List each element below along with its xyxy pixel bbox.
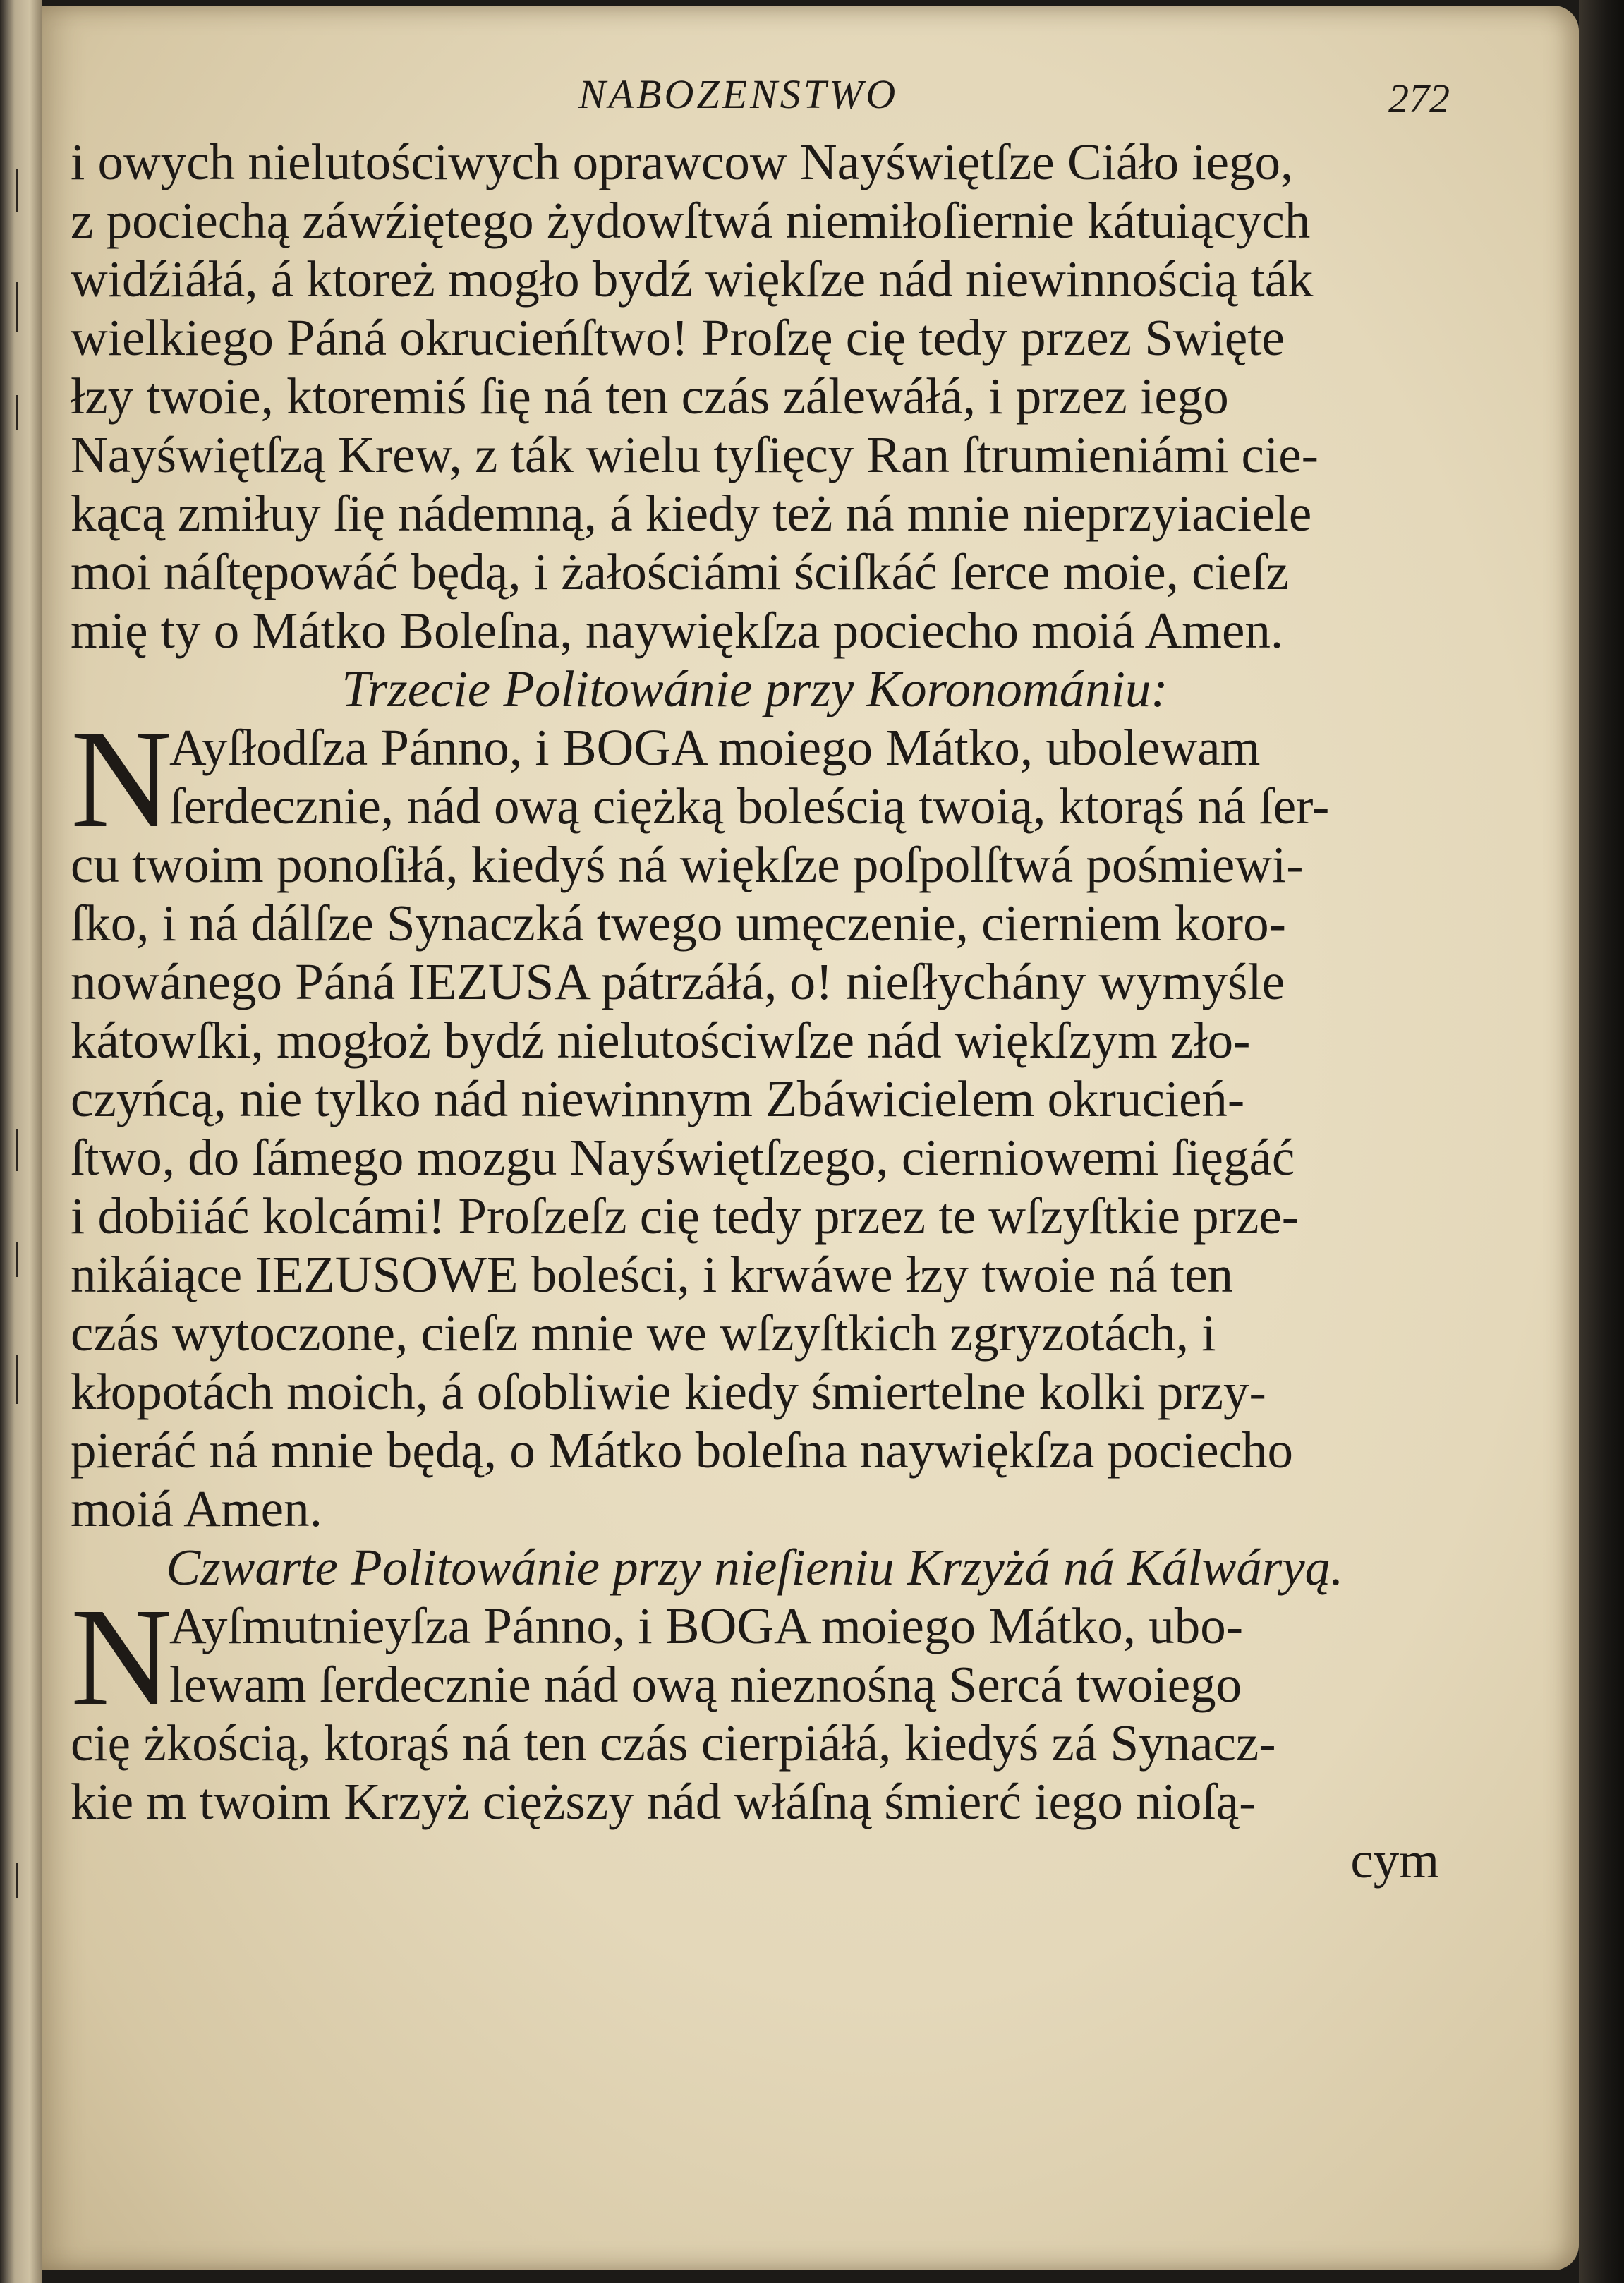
- text-line: kłopotách moich, á oſobliwie kiedy śmiertelne kolki przy-: [71, 1364, 1266, 1420]
- text-line: kącą zmiłuy ſię nádemną, á kiedy też ná mnie nieprzyiaciele: [71, 485, 1312, 542]
- text-line: wielkiego Páná okrucieńſtwo! Proſzę cię tedy przez Swięte: [71, 310, 1285, 366]
- text-line: i owych nielutościwych oprawcow Nayświętſze Ciáło iego,: [71, 134, 1294, 190]
- text-line: kátowſki, mogłoż bydź nielutościwſze nád więkſzym zło-: [71, 1012, 1251, 1069]
- text-line: cię żkością, ktorąś ná ten czás cierpiáłá, kiedyś zá Synacz-: [71, 1715, 1276, 1772]
- text-line: Ayſłodſza Pánno, i BOGA moiego Mátko, ubolewam: [169, 720, 1261, 776]
- scan-background: [1579, 0, 1624, 2283]
- text-line: moiá Amen.: [71, 1481, 322, 1537]
- running-head: [71, 71, 1450, 127]
- text-line: czyńcą, nie tylko nád niewinnym Zbáwicielem okrucień-: [71, 1071, 1245, 1127]
- ink-mark: [16, 282, 18, 332]
- text-line: nikáiące IEZUSOWE boleści, i krwáwe łzy twoie ná ten: [71, 1247, 1233, 1303]
- ink-mark: [16, 1863, 18, 1898]
- ink-mark: [16, 1242, 18, 1277]
- text-line: ſtwo, do ſámego mozgu Nayświętſzego, cierniowemi ſięgáć: [71, 1130, 1295, 1186]
- running-head-title: NABOZENSTWO: [578, 71, 899, 117]
- ink-mark: [16, 1355, 18, 1404]
- text-line: widźiáłá, á ktoreż mogło bydź więkſze nád niewinnością ták: [71, 251, 1314, 308]
- text-line: i dobiiáć kolcámi! Proſzeſz cię tedy przez te wſzyſtkie prze-: [71, 1188, 1299, 1245]
- ink-mark: [16, 169, 18, 212]
- drop-capital: N: [71, 701, 173, 857]
- ink-mark: [16, 395, 18, 430]
- text-line: pieráć ná mnie będą, o Mátko boleſna naywiękſza pociecho: [71, 1422, 1294, 1479]
- text-line: łzy twoie, ktoremiś ſię ná ten czás zálewáłá, i przez iego: [71, 368, 1229, 425]
- catchword: cym: [1350, 1832, 1439, 1889]
- text-line: cu twoim ponoſiłá, kiedyś ná więkſze poſpolſtwá pośmiewi-: [71, 837, 1304, 893]
- section-heading: Trzecie Politowánie przy Koronomániu:: [341, 661, 1168, 717]
- text-line: z pociechą záwźiętego żydowſtwá niemiłoſiernie kátuiących: [71, 193, 1311, 249]
- page-number: 272: [1388, 75, 1450, 121]
- adjacent-page-edge: [0, 0, 42, 2283]
- section-heading: Czwarte Politowánie przy nieſieniu Krzyżá ná Kálwáryą.: [166, 1539, 1344, 1596]
- text-line: Nayświętſzą Krew, z ták wielu tyſięcy Ran ſtrumieniámi cie-: [71, 427, 1319, 483]
- text-line: nowánego Páná IEZUSA pátrzáłá, o! nieſłychány wymyśle: [71, 954, 1285, 1010]
- text-line: moi náſtępowáć będą, i żałościámi ściſkáć ſerce moie, cieſz: [71, 544, 1289, 600]
- text-line: mię ty o Mátko Boleſna, naywiękſza pociecho moiá Amen.: [71, 602, 1284, 659]
- text-line: czás wytoczone, cieſz mnie we wſzyſtkich zgryzotách, i: [71, 1305, 1216, 1362]
- text-line: ſerdecznie, nád ową ciężką boleścią twoią, ktorąś ná ſer-: [169, 778, 1330, 835]
- ink-mark: [16, 1129, 18, 1171]
- text-line: Ayſmutnieyſza Pánno, i BOGA moiego Mátko, ubo-: [169, 1598, 1244, 1654]
- text-line: kie m twoim Krzyż cięższy nád włáſną śmierć iego nioſą-: [71, 1774, 1256, 1830]
- drop-capital: N: [71, 1580, 173, 1736]
- text-line: ſko, i ná dálſze Synaczká twego umęczenie, cierniem koro-: [71, 895, 1286, 952]
- text-line: lewam ſerdecznie nád ową nieznośną Sercá twoiego: [169, 1657, 1242, 1713]
